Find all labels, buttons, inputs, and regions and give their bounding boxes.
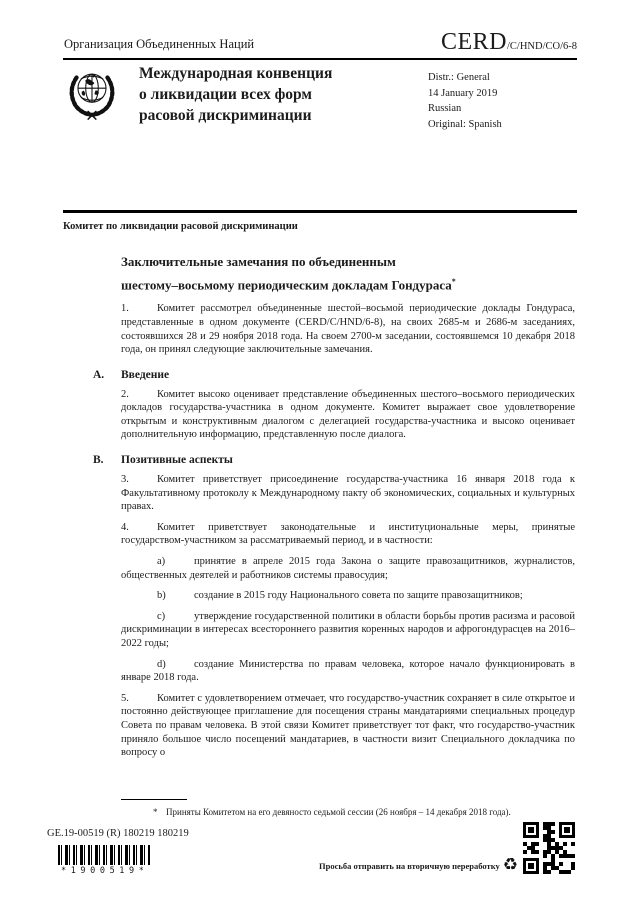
committee-name: Комитет по ликвидации расовой дискриминации: [63, 221, 298, 232]
convention-title-line: расовой дискриминации: [139, 107, 312, 124]
separator-rule: [63, 210, 577, 213]
list-item-d: [121, 658, 575, 685]
title-footnote-marker: *: [451, 277, 456, 286]
recycle-note: [319, 857, 518, 874]
item-letter: a): [157, 556, 166, 568]
paragraph-3: [121, 473, 575, 514]
footnote-area: [121, 799, 575, 818]
paragraph-number: 2.: [121, 388, 129, 400]
doc-symbol-suffix: /C/HND/CO/6-8: [506, 41, 577, 52]
item-text: утверждение государственной политики в области борьбы против расизма и расовой дискриминации в интересах всестороннего развития коренных народов и афрогондурасцев на 2016–2022 годы;: [121, 610, 575, 650]
paragraph-5: [121, 692, 575, 760]
item-letter: d): [157, 658, 166, 670]
section-title: Введение: [121, 368, 170, 381]
barcode-label: *1900519*: [61, 866, 149, 876]
section-letter: A.: [93, 368, 105, 381]
item-text: создание в 2015 году Национального совета по защите правозащитников;: [194, 590, 523, 602]
footnote-rule: [121, 799, 187, 800]
document-title: [121, 252, 575, 295]
convention-title-line: Международная конвенция: [139, 65, 333, 82]
item-text: создание Министерства по правам человека, которое начало функционировать в январе 2018 года.: [121, 658, 575, 684]
un-emblem-icon: [63, 65, 121, 128]
section-title: Позитивные аспекты: [121, 454, 233, 467]
item-letter: c): [157, 610, 166, 622]
doc-symbol: [441, 29, 577, 56]
qr-finder-icon: [523, 822, 539, 838]
date-line: 14 January 2019: [428, 87, 498, 99]
main-content: [93, 249, 575, 760]
paragraph-text: Комитет с удовлетворением отмечает, что государство-участник сохраняет в силе открытое и постоянно действующее приглашение для посещения страны мандатариями специальных процедур Совета по правам человека. В этой связи Комитет приветствует тот факт, что государство-участник приняло большое число посещений мандатариев, в частности визит Специального докладчика по вопросу о: [121, 692, 575, 759]
qr-finder-icon: [559, 822, 575, 838]
paragraph-text: Комитет приветствует присоединение государства-участника 16 января 2018 года к Факультативному протоколу к Международному пакту об экономических, социальных и культурных правах.: [121, 474, 575, 513]
convention-title-line: о ликвидации всех форм: [139, 86, 312, 103]
list-item-c: [121, 610, 575, 651]
item-letter: b): [157, 590, 166, 602]
footnote-marker: *: [153, 807, 158, 817]
barcode-bars: [58, 845, 150, 865]
paragraph-number: 4.: [121, 521, 129, 533]
paragraph-1: [121, 302, 575, 356]
distr-line: Distr.: General: [428, 72, 490, 83]
qr-code: [523, 822, 575, 874]
paragraph-number: 3.: [121, 474, 129, 486]
section-heading-b: [93, 454, 575, 467]
footnote: [121, 806, 575, 818]
distribution-info: [428, 70, 502, 132]
header-rule: [63, 58, 577, 60]
qr-finder-icon: [523, 858, 539, 874]
item-text: принятие в апреле 2015 года Закона о защите правозащитников, журналистов, общественных деятелей и работников системы правосудия;: [121, 556, 575, 581]
paragraph-2: [121, 388, 575, 442]
section-heading-a: [93, 368, 575, 381]
recycle-icon: ♻: [502, 855, 518, 875]
convention-title: [139, 63, 332, 126]
doc-symbol-main: CERD: [440, 29, 507, 55]
org-name: Организация Объединенных Наций: [64, 37, 255, 51]
paragraph-number: 1.: [121, 303, 129, 315]
document-title-line2: шестому–восьмому периодическим докладам Гондураса: [121, 277, 452, 293]
list-item-b: [121, 589, 575, 603]
recycle-text: Просьба отправить на вторичную переработку: [319, 860, 500, 871]
paragraph-text: Комитет приветствует законодательные и институциональные меры, принятые государством-участником за рассматриваемый период, и в частности:: [121, 521, 575, 547]
paragraph-text: Комитет рассмотрел объединенные шестой–восьмой периодические доклады Гондураса, представленные в одном документе (CERD/C/HND/6-8), на своих 2685-м и 2686-м заседаниях, состоявшихся 28 и 29 ноября 2018 года. На своем 2700-м заседании, состоявшемся 10 декабря 2018 года, он принял следующие заключительные замечания.: [121, 303, 575, 356]
paragraph-number: 5.: [121, 692, 129, 704]
barcode: [58, 845, 150, 876]
footnote-text: Приняты Комитетом на его девяносто седьмой сессии (26 ноября – 14 декабря 2018 года).: [166, 807, 511, 817]
language-line: Russian: [428, 103, 462, 114]
section-letter: B.: [93, 454, 104, 467]
list-item-a: [121, 555, 575, 582]
paragraph-text: Комитет высоко оценивает представление объединенных шестого–восьмого периодических докладов государства-участника в одном документе. Комитет выражает свое удовлетворение открытым и конструктивным диалогом с делегацией государства-участника и высоко оценивает дополнительную информацию, представленную после диалога.: [121, 388, 575, 441]
ge-number: GE.19-00519 (R) 180219 180219: [47, 828, 189, 839]
document-title-line1: Заключительные замечания по объединенным: [121, 254, 396, 269]
original-language-line: Original: Spanish: [428, 118, 502, 130]
paragraph-4: [121, 521, 575, 548]
